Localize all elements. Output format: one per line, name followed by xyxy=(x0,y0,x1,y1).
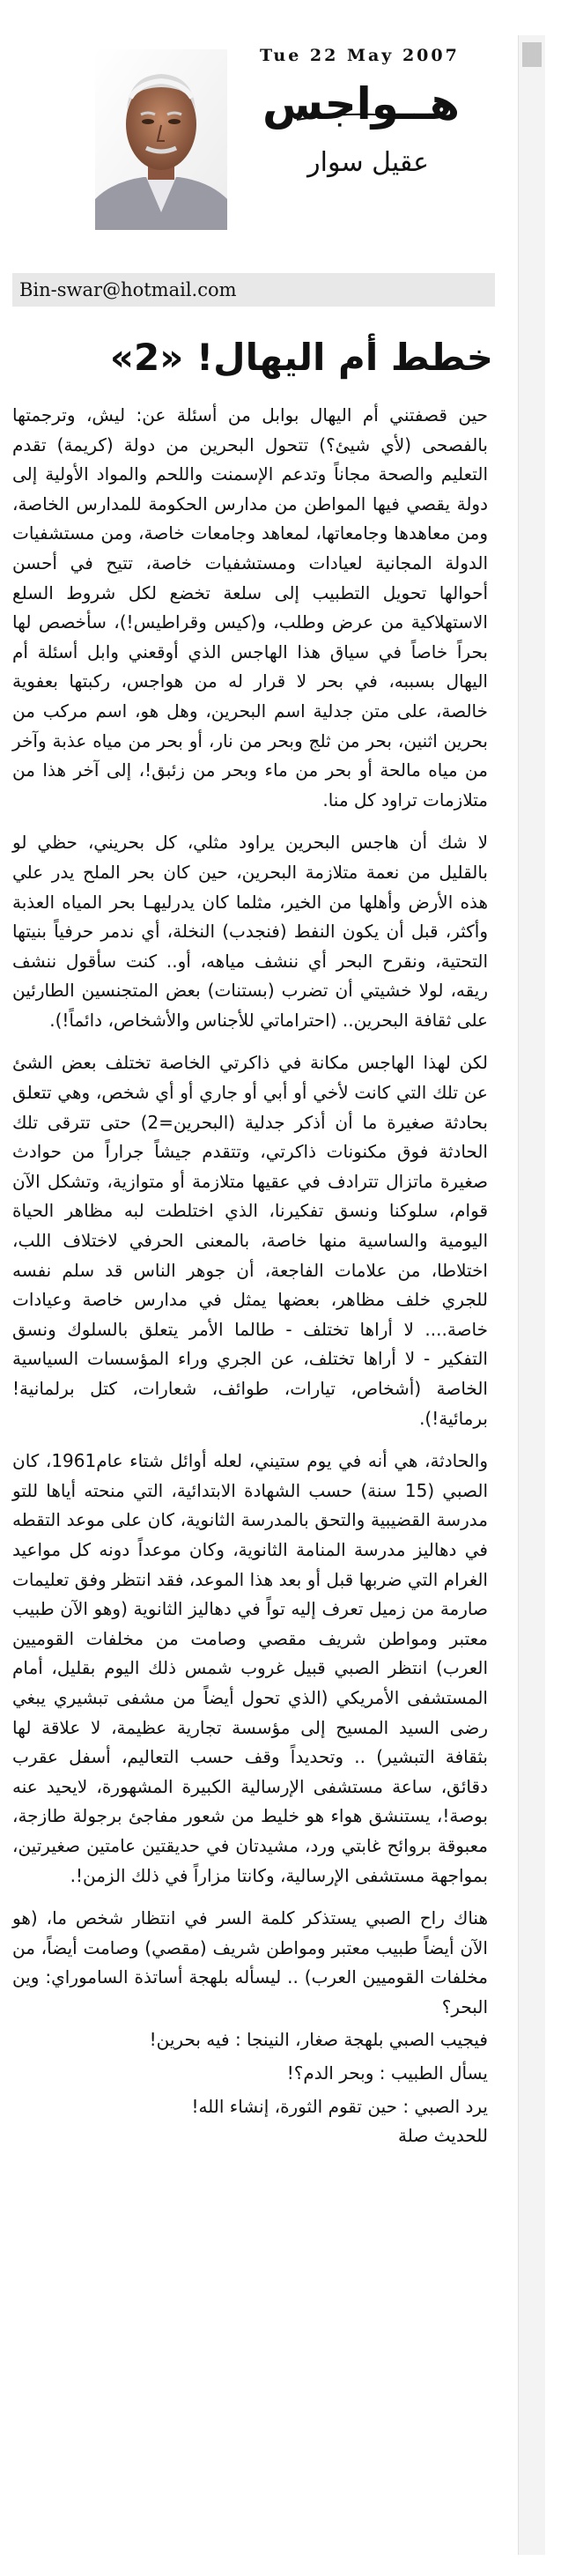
article-paragraph: حين قصفتني أم اليهال بوابل من أسئلة عن: ليش، وترجمتها بالفصحى (لأي شيئ؟) تتحول البحرين من دولة (كريمة) تقدم التعليم والصحة مجاناً وتدعم الإسمنت واللحم والمواد الأولية إلى دولة يقصي فيها المواطن من مدارس الحكومة للمدارس الخاصة، ومن معاهدها وجامعاتها، لمعاهد وجامعات خاصة، ومن مستشفيات الدولة المجانية لعيادات ومستشفيات خاصة، تتيح في أحسن أحوالها تحويل التطبيب إلى سلعة تخضع لكل شروط السلع الاستهلاكية من عرض وطلب، و(كيس وقراطيس!)، سأخصص لها بحراً خاصاً في سياق هذا الهاجس الذي أوقعني وابل أسئلة أم اليهال بسببه، في بحر لا قرار له من هواجس، ركبتها بعفوية خالصة، على متن جدلية اسم البحرين، وهل هو، اسم مركب من بحرين اثنين، بحر من ثلج وبحر من نار، أو بحر من مياه عذبة وآخر من مياه مالحة أو بحر من ماء وبحر من زئبق!، إلى آخر هذا من متلازمات تراود كل منا. xyxy=(12,404,488,811)
dialogue-line: يرد الصبي : حين تقوم الثورة، إنشاء الله! xyxy=(191,2095,488,2117)
article-paragraph: هناك راح الصبي يستذكر كلمة السر في انتظار شخص ما، (هو الآن أيضاً طبيب معتبر ومواطن شريف (مقصي) وصامت أيضاً، من مخلفات القوميين العرب) .. ليسأله بلهجة أساتذة الساموراي: وين البحر؟ xyxy=(12,1907,488,2017)
dialogue-line: يسأل الطبيب : وبحر الدم؟! xyxy=(286,2062,488,2084)
article-headline: خطط أم اليهال! «2» xyxy=(109,336,493,379)
author-name: عقيل سوار xyxy=(307,147,429,178)
scrollbar-thumb[interactable] xyxy=(522,42,542,67)
article-paragraph: لكن لهذا الهاجس مكانة في ذاكرتي الخاصة تختلف بعض الشئ عن تلك التي كانت لأخي أو أبي أو جاري أو أي شخص، وهي تتعلق بحادثة صغيرة ما أن أذكر جدلية (البحرين=2) حتى تترقى تلك الحادثة فوق مكنونات ذاكرتي، وتتقدم جيشاً جراراً من حوادث صغيرة ماتزال تترادف في عقيها متلازمة أو متوازية، وتشكل الآن قوام، سلوكنا ونسق تفكيرنا، الذي اختلطت لبه مظاهر الحياة اليومية والساسية منها خاصة، بالمعنى الحرفي لاختلاف اللب، اختلاطا، من علامات الفاجعة، أن جوهر الناس قد سلم نفسه للجري خلف مظاهر، بعضها يمثل في مدارس خاصة وعيادات خاصة.... لا أراها تختلف - طالما الأمر يتعلق بالسلوك ونسق التفكير - لا أراها تختلف، عن الجري وراء المؤسسات السياسية الخاصة (أشخاص، تيارات، طوائف، شعارات، كتل برلمانية!برمائية!). xyxy=(12,1052,488,1429)
author-email[interactable]: Bin-swar@hotmail.com xyxy=(12,273,495,307)
article-paragraph: والحادثة، هي أنه في يوم ستيني، لعله أوائل شتاء عام1961، كان الصبي (15 سنة) حسب الشهادة الابتدائية، التي منحته أياها للتو مدرسة القضيبية والتحق بالمدرسة الثانوية، كان على موعد التقطه في دهاليز مدرسة المنامة الثانوية، وكان موعداً دونه كل مواعيد الغرام التي ضربها قبل أو بعد هذا الموعد، فقد انتظر وفق تعليمات صارمة من زميل تعرف إليه تواً في دهاليز الثانوية (وهو الآن طبيب معتبر ومواطن شريف مقصي وصامت من مخلفات القوميين العرب) انتظر الصبي قبيل غروب شمس ذلك اليوم بقليل، أمام المستشفى الأمريكي (الذي تحول أيضاً من مشفى تبشيري يبغي رضى السيد المسيح إلى مؤسسة تجارية عظيمة، لا علاقة لها بثقافة التبشير) .. وتحديداً وقف حسب التعاليم، أسفل عقرب دقائق، ساعة مستشفى الإرسالية الكبيرة المشهورة، لايحيد عنه بوصة!، يستنشق هواء هو خليط من شعور مفاجئ برجولة طازجة، معبوقة بروائح غابتي ورد، مشيدتان في حديقتين عامتين صغيرتين، بمواجهة مستشفى الإرسالية، وكانتا مزاراً في ذلك الزمن!. xyxy=(12,1450,489,1886)
author-photo xyxy=(95,49,227,230)
title-underline-swoosh xyxy=(295,107,449,125)
column-title: هــواجس xyxy=(262,78,460,130)
article-paragraph: لا شك أن هاجس البحرين يراود مثلي، كل بحريني، حظي لو بالقليل من نعمة متلازمة البحرين، حين كان بحر الملح يدر علي هذه الأرض وأهلها من الخير، مثلما كان يدرليهـا بحر المياه العذبة وأكثر، قبل أن يكون النفط (فنجدب) النخلة، أي ندمر حرفياً بنيتها التحتية، ونقرح البحر أي ننشف مياهه، أو.. كنت سأقول ننشف ريقه، لولا خشيتي أن تضرب (بستنات) بعض المتجنسين الطارئين على ثقافة البحرين.. (احتراماتي للأجناس والأشخاص، دائماً!). xyxy=(12,832,488,1031)
vertical-scrollbar[interactable] xyxy=(518,35,545,2555)
dialogue-line: فيجيب الصبي بلهجة صغار، النينجا : فيه بحرين! xyxy=(149,2029,488,2051)
publication-date: Tue 22 May 2007 xyxy=(260,46,460,65)
article-signoff: للحديث صلة xyxy=(397,2125,488,2147)
article-body xyxy=(12,401,488,2151)
